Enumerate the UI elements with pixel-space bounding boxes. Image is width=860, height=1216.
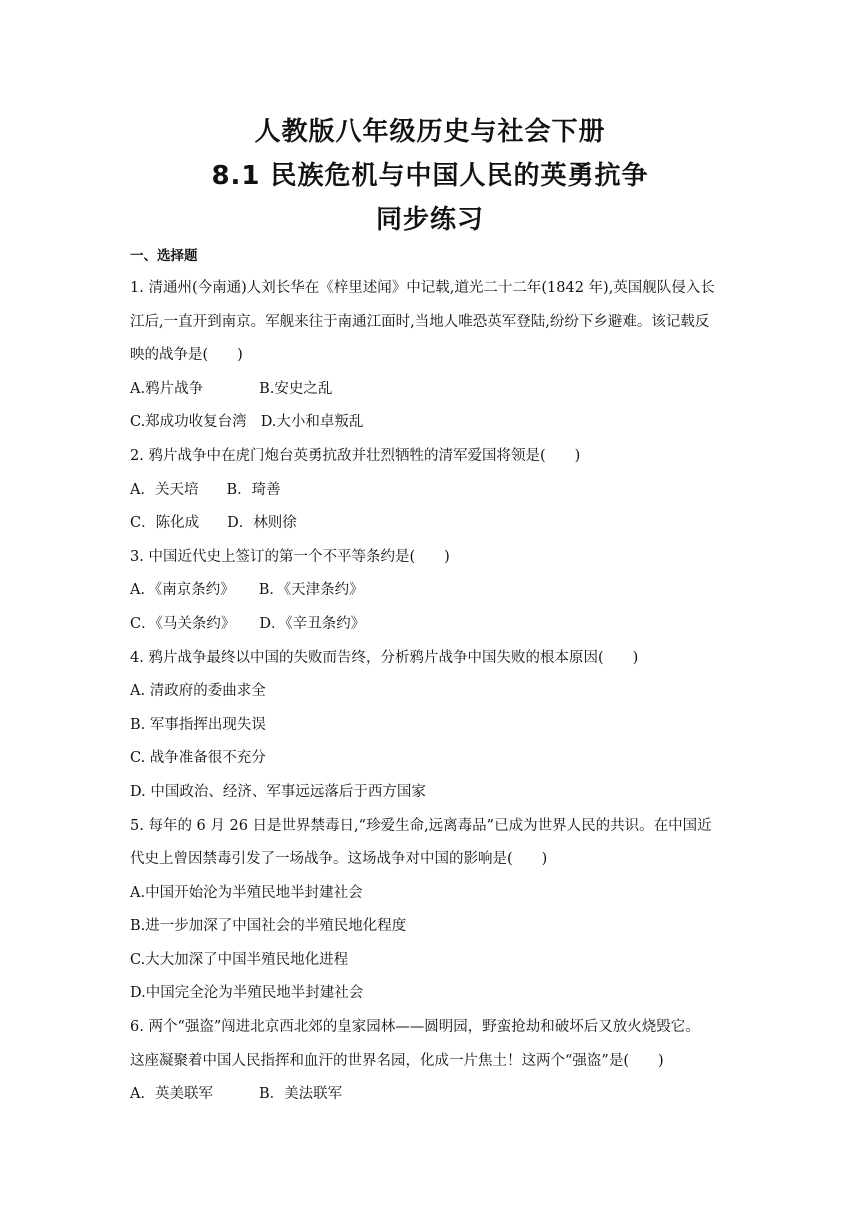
question-1	[130, 272, 740, 440]
exercise-title: 同步练习	[375, 205, 484, 235]
document-header	[0, 110, 860, 242]
document-title: 人教版八年级历史与社会下册	[254, 117, 606, 147]
option-b[interactable]: B．琦善	[226, 481, 281, 498]
option-row	[130, 574, 740, 608]
option-row	[130, 1078, 740, 1112]
option-a[interactable]: A．关天培	[130, 481, 199, 498]
question-text-line: 这座凝聚着中国人民指挥和血汗的世界名园，化成一片焦土！这两个“强盗”是( )	[130, 1052, 664, 1069]
option-c[interactable]: C. 战争准备很不充分	[130, 750, 266, 767]
option-row	[130, 608, 740, 642]
option-a[interactable]: A．《南京条约》	[130, 582, 235, 599]
question-5	[130, 810, 740, 1012]
option-row	[130, 507, 740, 541]
option-b[interactable]: B．美法联军	[258, 1086, 343, 1103]
lesson-title: 8.1 民族危机与中国人民的英勇抗争	[211, 161, 649, 191]
option-b[interactable]: B. 军事指挥出现失误	[130, 716, 266, 733]
question-6	[130, 1011, 740, 1112]
question-text-line: 江后,一直开到南京。军舰来往于南通江面时,当地人唯恐英军登陆,纷纷下乡避难。该记载反	[130, 313, 710, 330]
option-row	[130, 406, 740, 440]
option-b[interactable]: B.进一步加深了中国社会的半殖民地化程度	[130, 918, 407, 935]
option-d[interactable]: D．林则徐	[227, 515, 297, 532]
question-text-line: 2. 鸦片战争中在虎门炮台英勇抗敌并壮烈牺牲的清军爱国将领是( )	[130, 447, 581, 464]
question-text-line: 1. 清通州(今南通)人刘长华在《梓里述闻》中记载,道光二十二年(1842 年),英国舰队侵入长	[130, 280, 715, 296]
question-2	[130, 440, 740, 541]
question-3	[130, 541, 740, 642]
option-row	[130, 373, 740, 407]
option-d[interactable]: D．《辛丑条约》	[259, 615, 366, 632]
option-c[interactable]: C．《马关条约》	[130, 615, 236, 632]
question-text-line: 3. 中国近代史上签订的第一个不平等条约是( )	[130, 548, 450, 565]
question-text-line: 6. 两个“强盗”闯进北京西北郊的皇家园林——圆明园，野蛮抢劫和破坏后又放火烧毁它。	[130, 1019, 700, 1036]
option-d[interactable]: D.中国完全沦为半殖民地半封建社会	[130, 985, 364, 1002]
option-c[interactable]: C.大大加深了中国半殖民地化进程	[130, 951, 349, 968]
question-list	[130, 242, 740, 1112]
option-d[interactable]: D. 中国政治、经济、军事远远落后于西方国家	[130, 783, 426, 800]
question-text-line: 5. 每年的 6 月 26 日是世界禁毒日,“珍爱生命,远离毒品”已成为世界人民的共识。在中国近	[130, 817, 712, 834]
question-4	[130, 642, 740, 810]
option-a[interactable]: A.中国开始沦为半殖民地半封建社会	[130, 884, 363, 901]
option-d[interactable]: D.大小和卓叛乱	[260, 414, 364, 431]
option-c[interactable]: C.郑成功收复台湾	[130, 414, 247, 431]
option-b[interactable]: B.安史之乱	[259, 380, 333, 397]
option-b[interactable]: B．《天津条约》	[258, 582, 364, 599]
option-a[interactable]: A．英美联军	[130, 1086, 213, 1103]
option-row	[130, 474, 740, 508]
question-text-line: 代史上曾因禁毒引发了一场战争。这场战争对中国的影响是( )	[130, 851, 548, 868]
section-heading: 一、选择题	[130, 248, 198, 264]
option-c[interactable]: C．陈化成	[130, 515, 200, 532]
question-text-line: 映的战争是( )	[130, 347, 243, 364]
option-a[interactable]: A.鸦片战争	[130, 380, 204, 397]
option-a[interactable]: A. 清政府的委曲求全	[130, 683, 266, 700]
question-text-line: 4. 鸦片战争最终以中国的失败而告终，分析鸦片战争中国失败的根本原因( )	[130, 649, 639, 666]
